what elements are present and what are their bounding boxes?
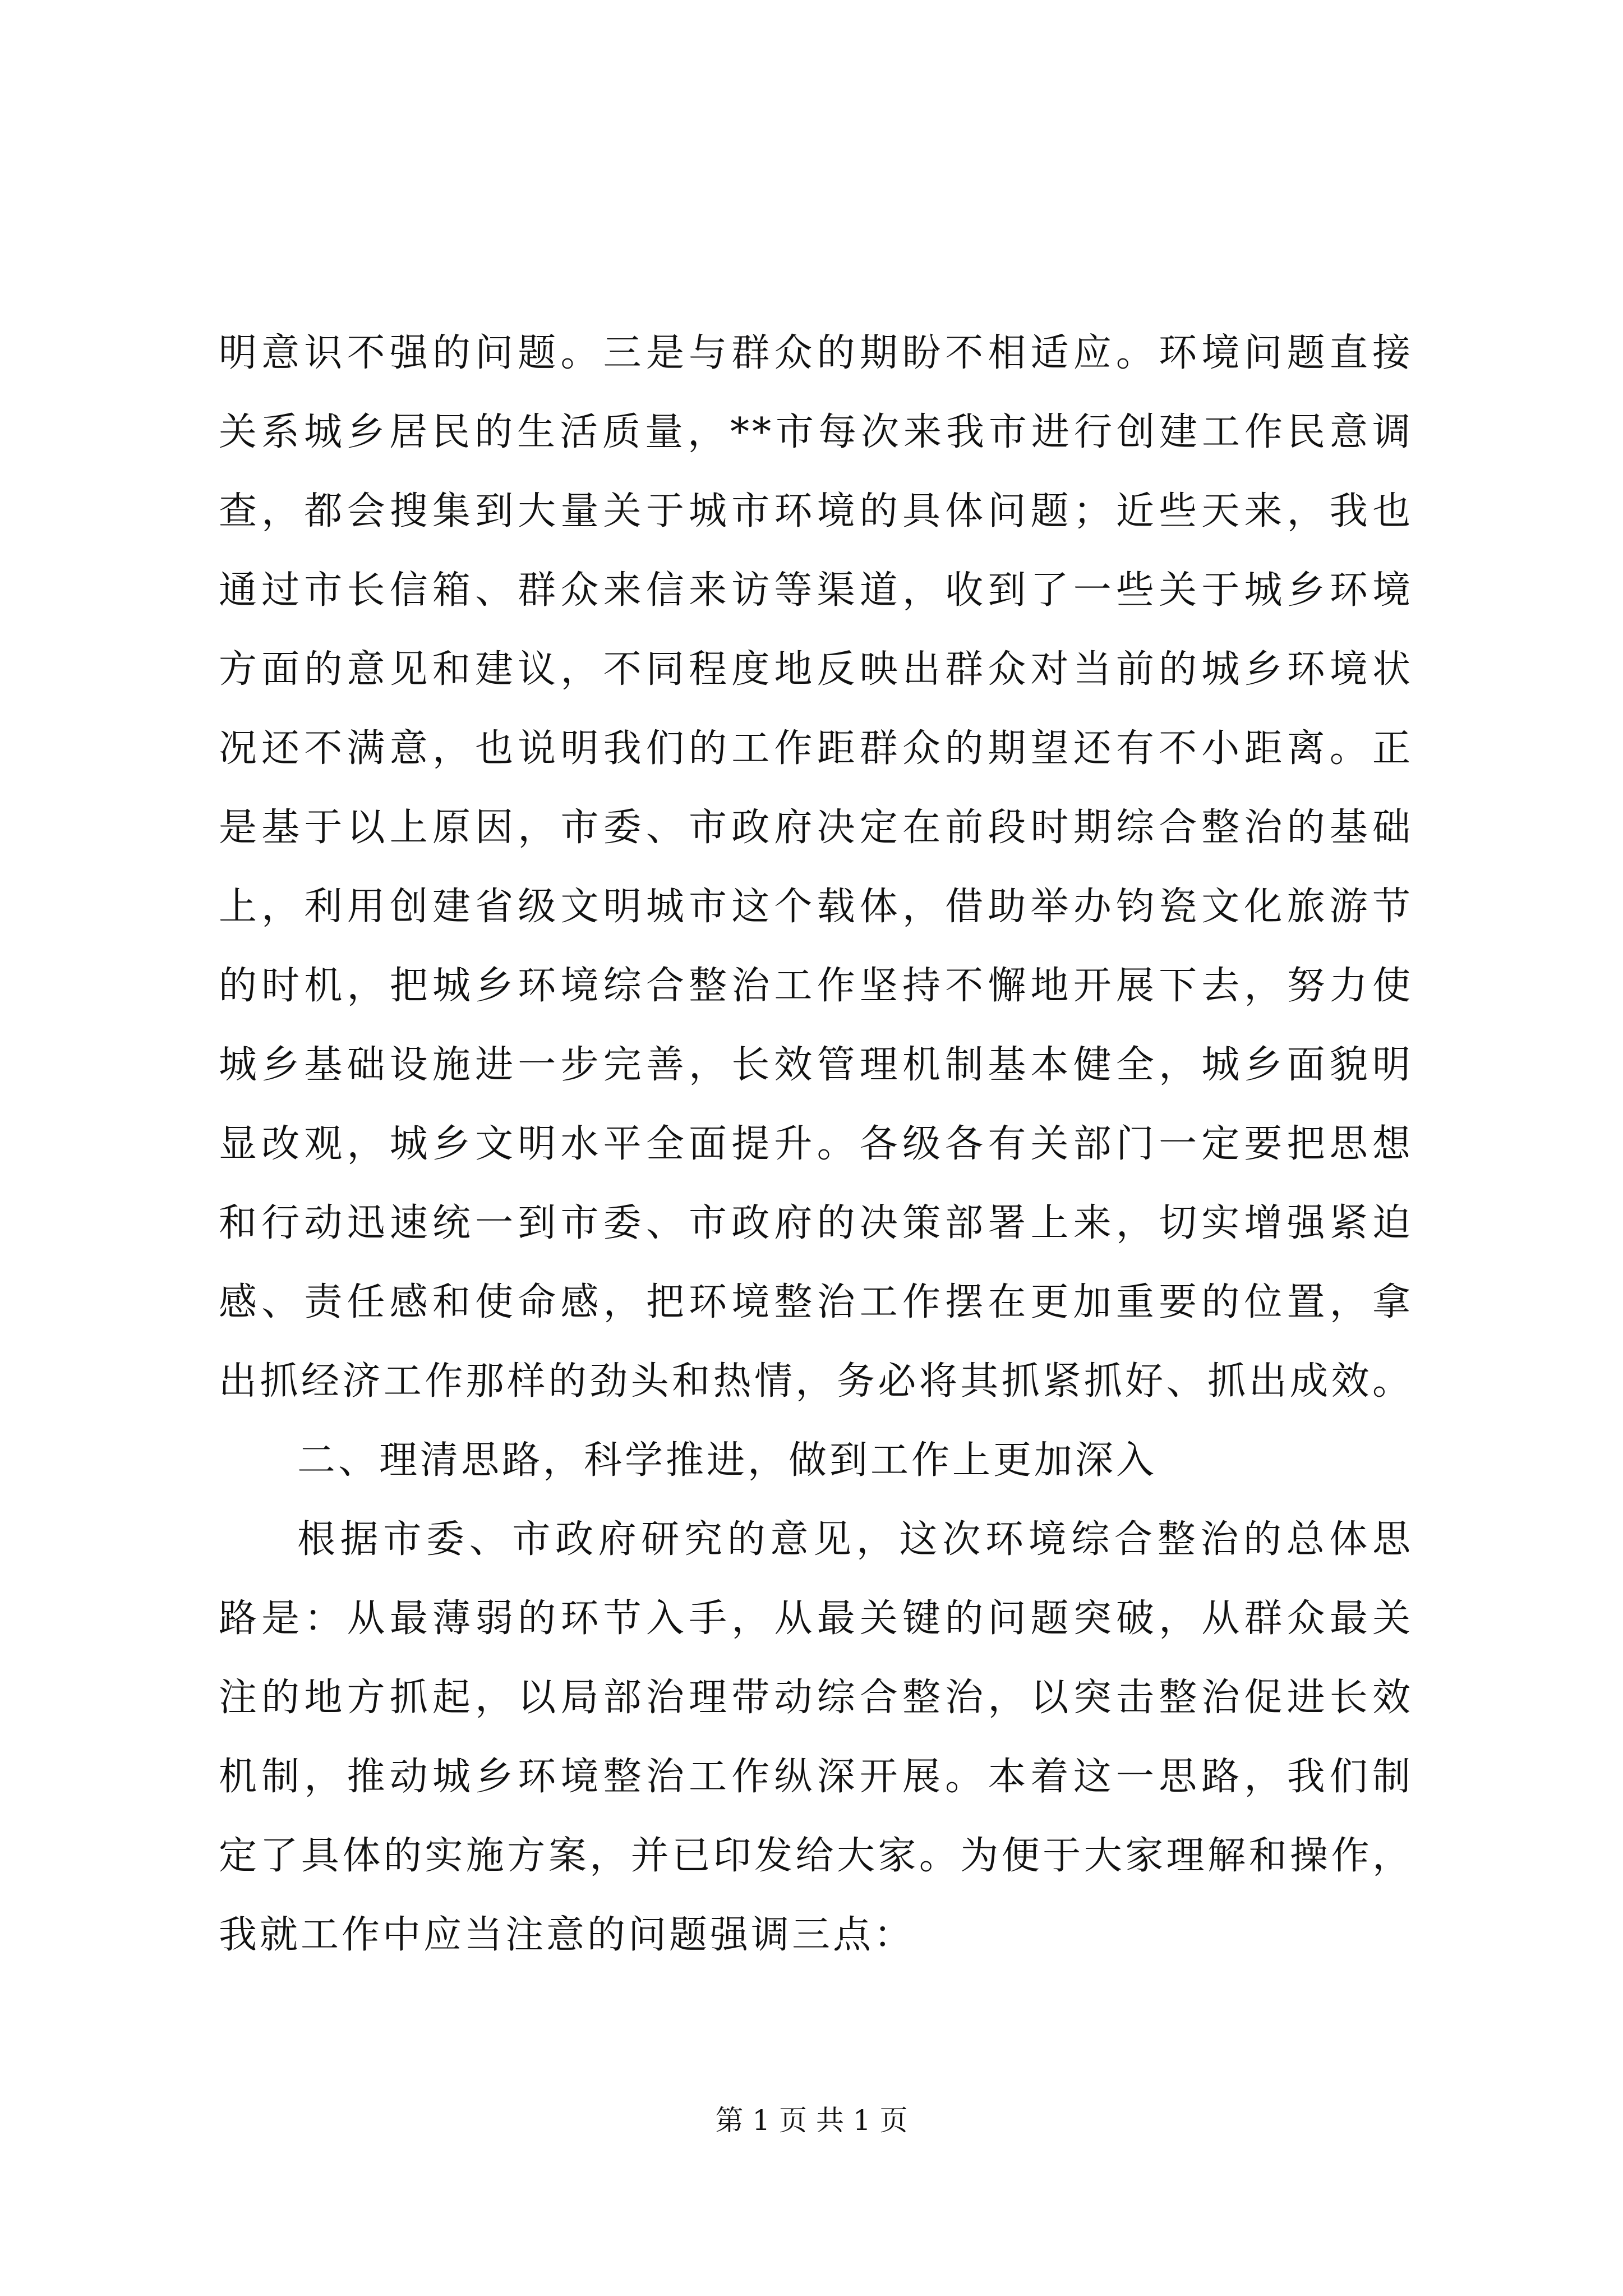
- body-line: 明意识不强的问题。三是与群众的期盼不相适应。环境问题直接: [219, 331, 1413, 375]
- body-line: 机制，推动城乡环境整治工作纵深开展。本着这一思路，我们制: [219, 1755, 1413, 1799]
- body-line: 我就工作中应当注意的问题强调三点：: [219, 1913, 915, 1957]
- body-line: 况还不满意，也说明我们的工作距群众的期望还有不小距离。正: [219, 726, 1413, 771]
- body-line: 根据市委、市政府研究的意见，这次环境综合整治的总体思: [297, 1517, 1413, 1562]
- body-line: 通过市长信箱、群众来信来访等渠道，收到了一些关于城乡环境: [219, 568, 1413, 613]
- body-line: 注的地方抓起，以局部治理带动综合整治，以突击整治促进长效: [219, 1676, 1413, 1720]
- body-line: 显改观，城乡文明水平全面提升。各级各有关部门一定要把思想: [219, 1122, 1413, 1166]
- body-line: 出抓经济工作那样的劲头和热情，务必将其抓紧抓好、抓出成效。: [219, 1359, 1413, 1404]
- body-line: 关系城乡居民的生活质量，**市每次来我市进行创建工作民意调: [219, 410, 1413, 454]
- body-line: 是基于以上原因，市委、市政府决定在前段时期综合整治的基础: [219, 806, 1413, 850]
- body-line: 查，都会搜集到大量关于城市环境的具体问题；近些天来，我也: [219, 489, 1413, 533]
- body-line: 方面的意见和建议，不同程度地反映出群众对当前的城乡环境状: [219, 647, 1413, 692]
- section-heading: 二、理清思路，科学推进，做到工作上更加深入: [297, 1438, 1158, 1483]
- body-line: 上，利用创建省级文明城市这个载体，借助举办钧瓷文化旅游节: [219, 885, 1413, 929]
- body-line: 的时机，把城乡环境综合整治工作坚持不懈地开展下去，努力使: [219, 964, 1413, 1008]
- page-footer: 第 1 页 共 1 页: [715, 2104, 908, 2137]
- body-line: 定了具体的实施方案，并已印发给大家。为便于大家理解和操作，: [219, 1834, 1413, 1878]
- body-line: 路是：从最薄弱的环节入手，从最关键的问题突破，从群众最关: [219, 1596, 1413, 1641]
- body-line: 城乡基础设施进一步完善，长效管理机制基本健全，城乡面貌明: [219, 1043, 1413, 1087]
- body-line: 感、责任感和使命感，把环境整治工作摆在更加重要的位置，拿: [219, 1280, 1413, 1324]
- body-line: 和行动迅速统一到市委、市政府的决策部署上来，切实增强紧迫: [219, 1201, 1413, 1245]
